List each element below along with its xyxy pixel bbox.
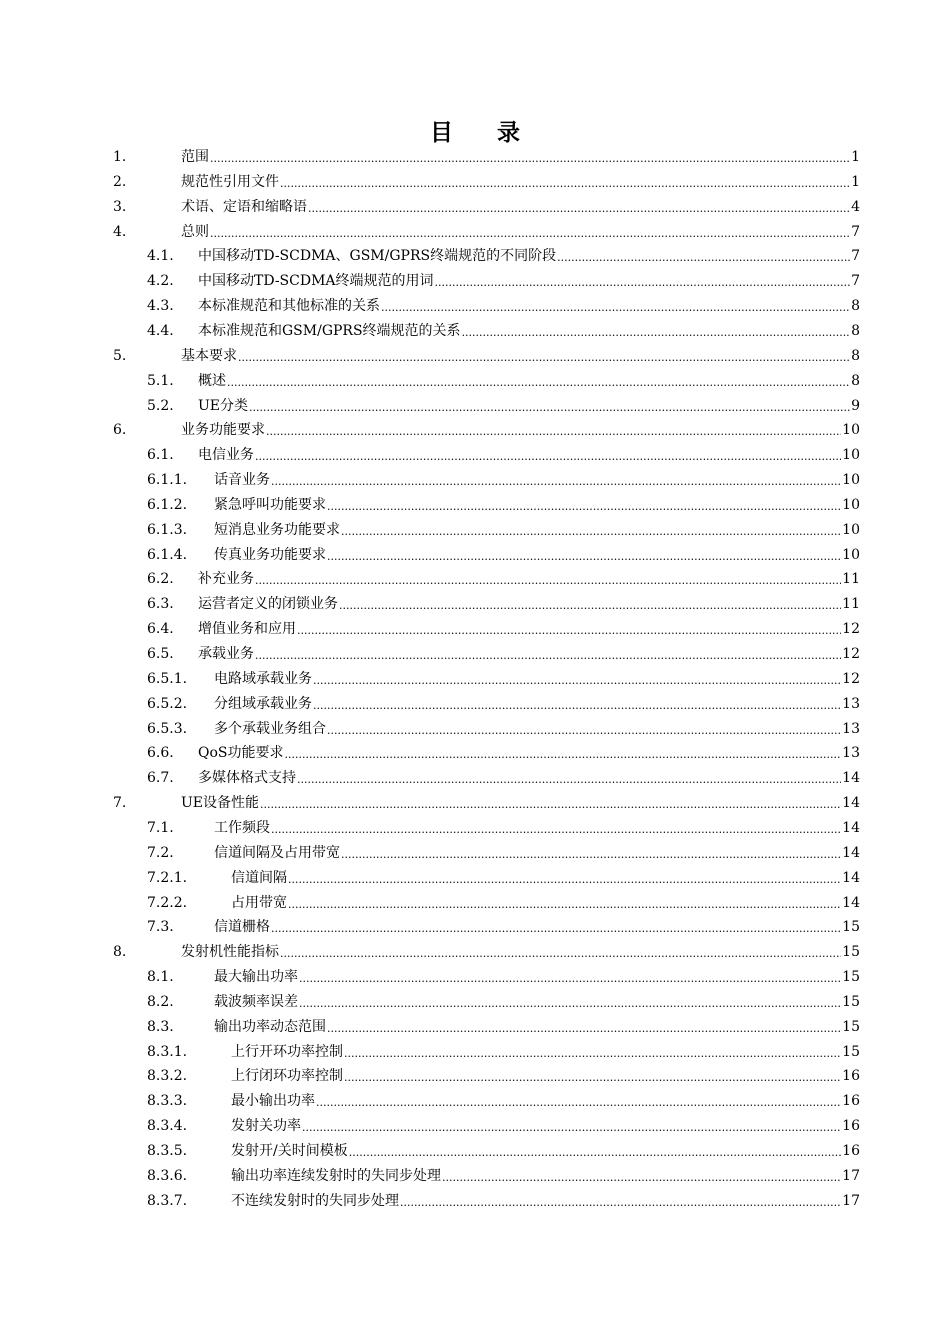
toc-entry-title: 概述 xyxy=(198,372,226,389)
toc-leader-dots xyxy=(255,645,841,663)
toc-leader-dots xyxy=(285,744,842,762)
toc-entry[interactable] xyxy=(147,241,860,265)
toc-entry-number: 6.1.2. xyxy=(147,496,188,513)
toc-entry-page: 16 xyxy=(842,1143,860,1159)
toc-entry[interactable] xyxy=(147,1061,860,1085)
toc-entry-number: 7.2. xyxy=(147,844,174,861)
toc-entry-title: 电信业务 xyxy=(198,447,254,464)
toc-entry-title: 范围 xyxy=(181,149,209,165)
toc-entry-title: 信道栅格 xyxy=(214,919,270,936)
toc-entry[interactable] xyxy=(147,1186,860,1210)
toc-entry-title: 本标准规范和GSM/GPRS终端规范的关系 xyxy=(198,322,461,339)
toc-leader-dots xyxy=(255,570,841,588)
toc-entry-title: 传真业务功能要求 xyxy=(214,546,326,563)
toc-entry[interactable] xyxy=(113,341,860,365)
toc-leader-dots xyxy=(313,695,841,713)
toc-leader-dots xyxy=(381,297,850,315)
toc-entry-number: 7.2.2. xyxy=(147,894,188,911)
toc-entry-number: 5.1. xyxy=(147,372,174,389)
toc-entry-title: 占用带宽 xyxy=(231,894,287,911)
toc-entry-number: 7.1. xyxy=(147,819,174,836)
toc-entry-title: 发射开/关时间模板 xyxy=(231,1143,348,1159)
toc-entry[interactable] xyxy=(147,465,860,489)
toc-entry-page: 17 xyxy=(842,1192,860,1209)
toc-entry-page: 7 xyxy=(851,248,860,265)
toc-leader-dots xyxy=(255,446,841,464)
toc-leader-dots xyxy=(227,372,850,390)
toc-entry-page: 16 xyxy=(842,1093,860,1110)
toc-leader-dots xyxy=(280,943,841,961)
toc-entry-page: 10 xyxy=(842,496,860,513)
toc-entry-page: 15 xyxy=(842,1018,860,1035)
toc-entry-number: 8. xyxy=(113,944,127,961)
toc-entry[interactable] xyxy=(147,838,860,862)
toc-entry-page: 10 xyxy=(842,422,860,439)
toc-entry-number: 8.3.6. xyxy=(147,1167,188,1184)
toc-entry-page: 13 xyxy=(842,745,860,762)
toc-entry-title: 工作频段 xyxy=(214,819,270,836)
toc-entry[interactable] xyxy=(147,863,860,887)
toc-entry-title: 中国移动TD-SCDMA终端规范的用词 xyxy=(198,273,434,290)
toc-entry-title: 分组域承载业务 xyxy=(214,695,312,712)
toc-leader-dots xyxy=(327,496,841,514)
toc-entry-page: 17 xyxy=(842,1167,860,1184)
toc-entry[interactable] xyxy=(113,217,860,241)
toc-entry-number: 4.1. xyxy=(147,248,174,265)
toc-entry-title: 发射机性能指标 xyxy=(181,944,279,961)
toc-entry-title: 载波频率误差 xyxy=(214,993,298,1010)
toc-entry-number: 6.7. xyxy=(147,770,174,787)
toc-entry-number: 8.3. xyxy=(147,1018,174,1035)
toc-entry-title: 承载业务 xyxy=(198,646,254,662)
toc-entry[interactable] xyxy=(147,1111,860,1135)
toc-leader-dots xyxy=(313,670,841,688)
toc-entry-page: 16 xyxy=(842,1118,860,1135)
toc-entry[interactable] xyxy=(147,763,860,787)
toc-entry-number: 7. xyxy=(113,795,127,812)
toc-entry[interactable] xyxy=(147,639,860,663)
toc-entry-number: 2. xyxy=(113,173,127,190)
toc-entry-title: 多个承载业务组合 xyxy=(214,720,326,737)
toc-entry-title: UE设备性能 xyxy=(181,795,260,812)
toc-entry-number: 6.1. xyxy=(147,447,174,464)
toc-entry-title: 最大输出功率 xyxy=(214,969,298,986)
toc-entry[interactable] xyxy=(147,316,860,340)
toc-entry-page: 15 xyxy=(842,969,860,986)
toc-entry-title: 基本要求 xyxy=(181,347,237,364)
toc-entry-number: 6.5. xyxy=(147,646,174,662)
toc-entry-title: 总则 xyxy=(181,223,209,240)
toc-entry[interactable] xyxy=(147,366,860,390)
toc-entry-title: 业务功能要求 xyxy=(181,422,265,439)
toc-entry-number: 8.3.5. xyxy=(147,1143,188,1159)
toc-entry-number: 6.1.4. xyxy=(147,546,188,563)
toc-entry[interactable] xyxy=(147,515,860,539)
toc-entry-number: 8.3.1. xyxy=(147,1043,188,1060)
toc-entry[interactable] xyxy=(147,1086,860,1110)
toc-entry[interactable] xyxy=(147,714,860,738)
toc-entry-page: 14 xyxy=(842,869,860,886)
toc-entry-number: 6.1.3. xyxy=(147,521,188,538)
toc-entry-title: 输出功率连续发射时的失同步处理 xyxy=(231,1167,441,1184)
toc-entry-page: 1 xyxy=(851,173,860,190)
toc-entry-title: 增值业务和应用 xyxy=(198,621,296,638)
toc-entry[interactable] xyxy=(147,564,860,588)
toc-entry-page: 14 xyxy=(842,894,860,911)
toc-entry-title: 发射关功率 xyxy=(231,1118,301,1135)
toc-entry-title: 上行开环功率控制 xyxy=(231,1043,343,1060)
toc-entry-number: 6.4. xyxy=(147,621,174,638)
toc-entry-page: 12 xyxy=(842,646,860,662)
toc-entry[interactable] xyxy=(147,490,860,514)
toc-leader-dots xyxy=(435,272,851,290)
toc-entry-page: 14 xyxy=(842,844,860,861)
toc-title-char-2: 录 xyxy=(497,119,520,146)
toc-entry-title: UE分类 xyxy=(198,397,249,414)
toc-entry-page: 1 xyxy=(851,149,860,165)
toc-leader-dots xyxy=(341,844,841,862)
toc-leader-dots xyxy=(299,993,841,1011)
toc-entry-page: 8 xyxy=(851,372,860,389)
toc-leader-dots xyxy=(288,894,841,912)
toc-entry-title: 本标准规范和其他标准的关系 xyxy=(198,298,380,315)
toc-entry-page: 13 xyxy=(842,720,860,737)
toc-entry-page: 8 xyxy=(851,347,860,364)
toc-entry-title: 中国移动TD-SCDMA、GSM/GPRS终端规范的不同阶段 xyxy=(198,248,557,265)
toc-title-char-1: 目 xyxy=(430,119,453,146)
toc-entry-number: 4.2. xyxy=(147,273,174,290)
toc-entry[interactable] xyxy=(147,888,860,912)
toc-entry-number: 6.3. xyxy=(147,596,174,613)
toc-entry-title: 信道间隔 xyxy=(231,869,287,886)
toc-leader-dots xyxy=(260,794,841,812)
toc-entry-title: 术语、定语和缩略语 xyxy=(181,198,307,215)
toc-entry-title: 紧急呼叫功能要求 xyxy=(214,496,326,513)
toc-entry-title: 上行闭环功率控制 xyxy=(231,1068,343,1085)
toc-entry[interactable] xyxy=(147,540,860,564)
toc-entry-page: 11 xyxy=(842,571,860,588)
toc-entry-title: 规范性引用文件 xyxy=(181,173,279,190)
toc-leader-dots xyxy=(327,720,841,738)
toc-entry[interactable] xyxy=(113,788,860,812)
toc-entry-number: 7.2.1. xyxy=(147,869,188,886)
toc-entry-page: 15 xyxy=(842,993,860,1010)
toc-leader-dots xyxy=(462,322,851,340)
toc-entry[interactable] xyxy=(147,1037,860,1061)
toc-entry-page: 7 xyxy=(851,273,860,290)
toc-entry-title: 运营者定义的闭锁业务 xyxy=(198,596,338,613)
toc-entry-title: 输出功率动态范围 xyxy=(214,1018,326,1035)
toc-entry[interactable] xyxy=(147,738,860,762)
toc-leader-dots xyxy=(557,247,850,265)
toc-leader-dots xyxy=(341,521,841,539)
toc-entry[interactable] xyxy=(147,912,860,936)
toc-entry[interactable] xyxy=(147,1161,860,1185)
toc-entry-page: 10 xyxy=(842,521,860,538)
toc-entry-number: 4.3. xyxy=(147,298,174,315)
toc-entry-page: 4 xyxy=(851,198,860,215)
toc-entry-title: 短消息业务功能要求 xyxy=(214,521,340,538)
toc-leader-dots xyxy=(210,148,850,166)
toc-entry-number: 4. xyxy=(113,223,127,240)
toc-entry-title: 电路域承载业务 xyxy=(214,670,312,687)
toc-leader-dots xyxy=(349,1142,841,1160)
toc-entry[interactable] xyxy=(147,813,860,837)
toc-entry-page: 15 xyxy=(842,919,860,936)
toc-entry-title: 多媒体格式支持 xyxy=(198,770,296,787)
toc-entry[interactable] xyxy=(147,266,860,290)
toc-entry-page: 14 xyxy=(842,819,860,836)
toc-entry-number: 6. xyxy=(113,422,127,439)
toc-entry-page: 9 xyxy=(851,397,860,414)
toc-entry-page: 10 xyxy=(842,447,860,464)
toc-leader-dots xyxy=(400,1192,841,1210)
toc-entry-number: 6.5.1. xyxy=(147,670,188,687)
toc-entry-number: 4.4. xyxy=(147,322,174,339)
toc-entry-title: QoS功能要求 xyxy=(198,745,284,762)
toc-entry[interactable] xyxy=(147,689,860,713)
toc-entry[interactable] xyxy=(113,415,860,439)
toc-leader-dots xyxy=(297,620,841,638)
toc-entry-page: 11 xyxy=(842,596,860,613)
toc-entry-number: 3. xyxy=(113,198,127,215)
toc-leader-dots xyxy=(266,421,841,439)
toc-entry-title: 不连续发射时的失同步处理 xyxy=(231,1192,399,1209)
toc-entry[interactable] xyxy=(147,589,860,613)
toc-entry-page: 16 xyxy=(842,1068,860,1085)
toc-entry-number: 1. xyxy=(113,149,127,165)
toc-entry-number: 6.5.3. xyxy=(147,720,188,737)
toc-entry-page: 15 xyxy=(842,1043,860,1060)
toc-leader-dots xyxy=(299,968,841,986)
toc-entry-number: 6.5.2. xyxy=(147,695,188,712)
toc-leader-dots xyxy=(280,173,850,191)
toc-leader-dots xyxy=(316,1092,841,1110)
toc-leader-dots xyxy=(249,397,850,415)
toc-entry[interactable] xyxy=(113,142,860,166)
toc-leader-dots xyxy=(327,1018,841,1036)
toc-entry[interactable] xyxy=(147,987,860,1011)
toc-entry[interactable] xyxy=(147,440,860,464)
toc-entry-number: 8.1. xyxy=(147,969,174,986)
toc-entry-page: 8 xyxy=(851,298,860,315)
toc-entry-page: 7 xyxy=(851,223,860,240)
toc-entry[interactable] xyxy=(113,167,860,191)
toc-leader-dots xyxy=(339,595,841,613)
toc-entry-page: 8 xyxy=(851,322,860,339)
toc-leader-dots xyxy=(308,198,850,216)
toc-entry-page: 14 xyxy=(842,770,860,787)
toc-entry[interactable] xyxy=(147,291,860,315)
toc-entry[interactable] xyxy=(147,962,860,986)
toc-entry[interactable] xyxy=(113,937,860,961)
toc-entry-number: 6.2. xyxy=(147,571,174,588)
toc-entry[interactable] xyxy=(147,1136,860,1160)
toc-leader-dots xyxy=(288,869,841,887)
toc-leader-dots xyxy=(344,1067,841,1085)
toc-leader-dots xyxy=(238,347,850,365)
toc-entry[interactable] xyxy=(113,192,860,216)
toc-entry-page: 15 xyxy=(842,944,860,961)
toc-leader-dots xyxy=(271,471,841,489)
toc-entry[interactable] xyxy=(147,391,860,415)
toc-leader-dots xyxy=(271,918,841,936)
toc-entry-page: 10 xyxy=(842,546,860,563)
toc-entry[interactable] xyxy=(147,664,860,688)
toc-entry-number: 8.3.2. xyxy=(147,1068,188,1085)
toc-entry-number: 6.1.1. xyxy=(147,472,188,489)
toc-entry-title: 信道间隔及占用带宽 xyxy=(214,844,340,861)
toc-leader-dots xyxy=(344,1043,841,1061)
toc-entry-page: 12 xyxy=(842,670,860,687)
toc-entry-page: 12 xyxy=(842,621,860,638)
toc-entry-page: 14 xyxy=(842,795,860,812)
toc-entry[interactable] xyxy=(147,1012,860,1036)
toc-entry-number: 8.2. xyxy=(147,993,174,1010)
toc-entry-page: 10 xyxy=(842,472,860,489)
toc-entry-number: 5.2. xyxy=(147,397,174,414)
toc-leader-dots xyxy=(327,546,841,564)
toc-entry-number: 8.3.4. xyxy=(147,1118,188,1135)
toc-leader-dots xyxy=(297,769,841,787)
toc-entry[interactable] xyxy=(147,614,860,638)
toc-entry-title: 最小输出功率 xyxy=(231,1093,315,1110)
toc-leader-dots xyxy=(442,1167,841,1185)
toc-leader-dots xyxy=(302,1117,841,1135)
toc-entry-number: 5. xyxy=(113,347,127,364)
toc-leader-dots xyxy=(271,819,841,837)
toc-entry-number: 8.3.7. xyxy=(147,1192,188,1209)
toc-entry-number: 7.3. xyxy=(147,919,174,936)
toc-entry-title: 话音业务 xyxy=(214,472,270,489)
toc-entry-page: 13 xyxy=(842,695,860,712)
toc-leader-dots xyxy=(210,223,850,241)
toc-entry-number: 6.6. xyxy=(147,745,174,762)
toc-entry-number: 8.3.3. xyxy=(147,1093,188,1110)
toc-entry-title: 补充业务 xyxy=(198,571,254,588)
